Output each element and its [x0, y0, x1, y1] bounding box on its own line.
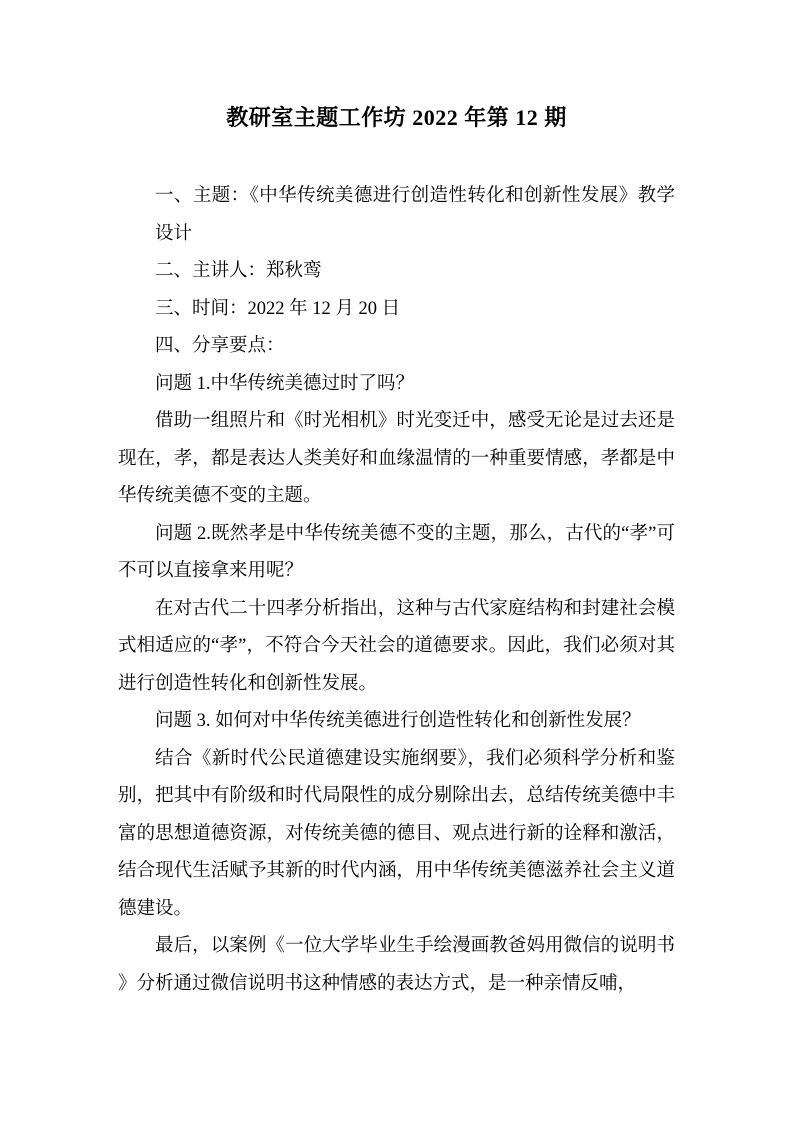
paragraph-topic: 一、主题：《中华传统美德进行创造性转化和创新性发展》教学设计: [155, 186, 675, 244]
paragraph-question-3: 问题 3. 如何对中华传统美德进行创造性转化和创新性发展？: [155, 711, 641, 731]
paragraph-points-header: 四、分享要点：: [155, 336, 285, 356]
document-title: 教研室主题工作坊 2022 年第 12 期: [226, 105, 567, 130]
paragraph-question-2-answer: 在对古代二十四孝分析指出，这种与古代家庭结构和封建社会模式相适应的“孝”，不符合今天社会的道德要求。因此，我们必须对其进行创造性转化和创新性发展。: [118, 598, 675, 694]
paragraph-time: 三、时间：2022 年 12 月 20 日: [155, 298, 401, 319]
document-body: [118, 178, 675, 1003]
paragraph-speaker: 二、主讲人：郑秋鸾: [155, 261, 322, 281]
paragraph-question-1: 问题 1.中华传统美德过时了吗？: [155, 373, 415, 394]
paragraph-conclusion: 最后，以案例《一位大学毕业生手绘漫画教爸妈用微信的说明书》分析通过微信说明书这种情感的表达方式，是一种亲情反哺，: [118, 936, 675, 994]
paragraph-question-2: 问题 2.既然孝是中华传统美德不变的主题，那么，古代的“孝”可不可以直接拿来用呢？: [118, 523, 675, 581]
paragraph-question-1-answer: 借助一组照片和《时光相机》时光变迁中，感受无论是过去还是现在，孝，都是表达人类美好和血缘温情的一种重要情感，孝都是中华传统美德不变的主题。: [118, 411, 675, 506]
paragraph-question-3-answer: 结合《新时代公民道德建设实施纲要》，我们必须科学分析和鉴别，把其中有阶级和时代局限性的成分剔除出去，总结传统美德中丰富的思想道德资源，对传统美德的德目、观点进行新的诠释和激活，结合现代生活赋予其新的时代内涵，用中华传统美德滋养社会主义道德建设。: [118, 748, 675, 919]
